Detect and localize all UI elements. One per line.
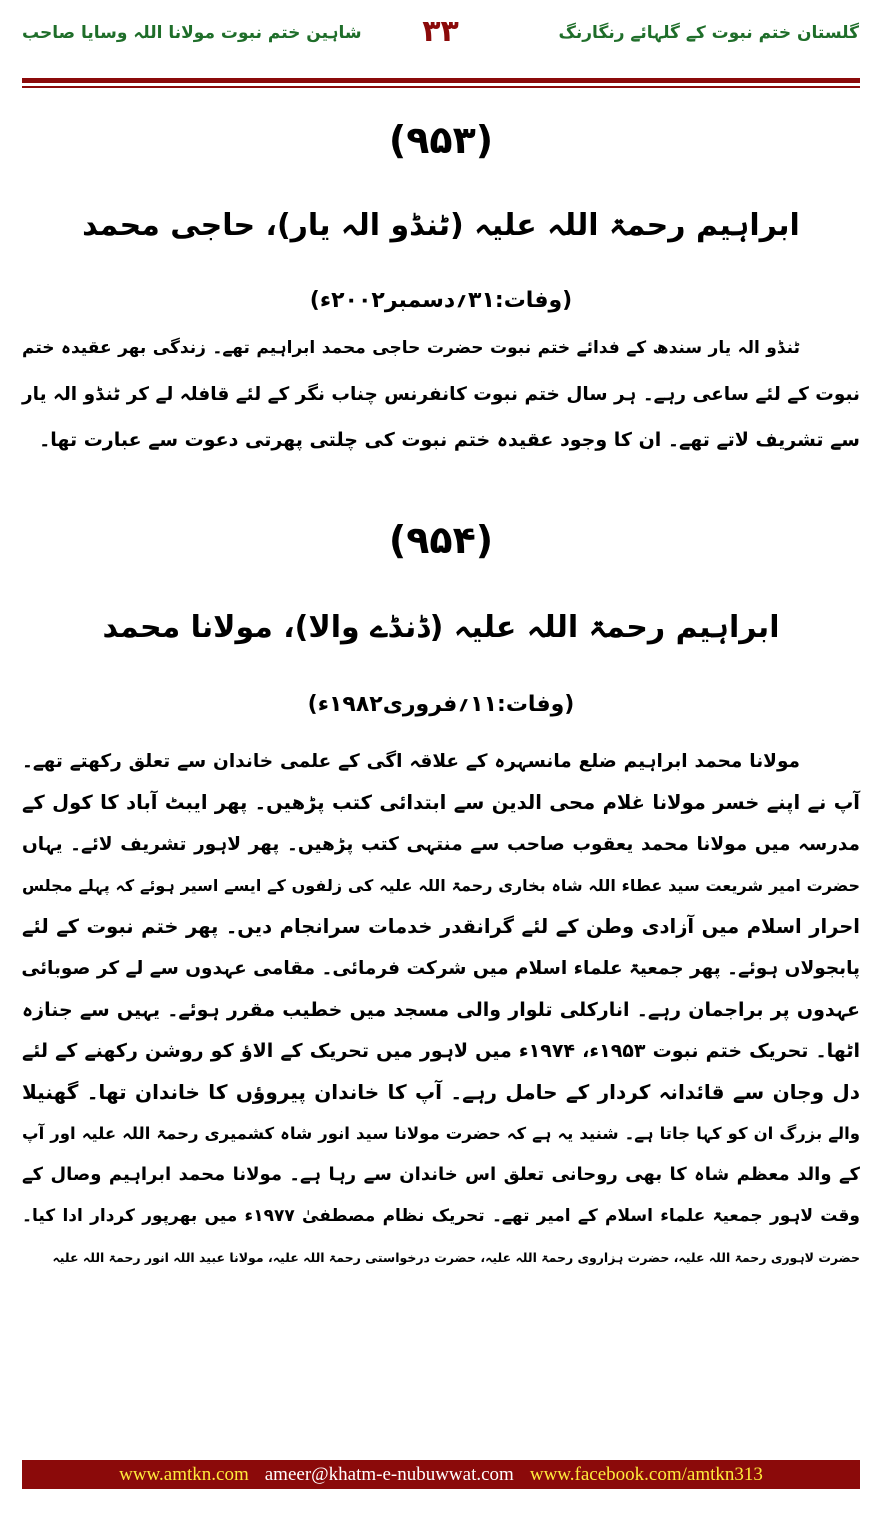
page-number: ۳۳ (422, 14, 459, 49)
body-line: اٹھا۔ تحریک ختم نبوت ۱۹۵۳ء، ۱۹۷۴ء میں لاہور میں تحریک کے الاؤ کو روشن رکھنے کے لئے (22, 1040, 860, 1063)
entry-number: (۹۵۴) (388, 518, 494, 562)
body-line: عہدوں پر براجمان رہے۔ انارکلی تلوار والی مسجد میں خطیب مقرر ہوئے۔ یہیں سے جنازہ (22, 998, 860, 1021)
header-rule-thin (22, 86, 860, 88)
body-line: وقت لاہور جمعیۃ علماء اسلام کے امیر تھے۔ تحریک نظام مصطفیٰ ۱۹۷۷ء میں بھرپور کردار ادا کیا۔ (22, 1206, 860, 1227)
body-line: حضرت امیر شریعت سید عطاء اللہ شاہ بخاری رحمۃ اللہ علیہ کی زلفوں کے ایسے اسیر ہوئے کہ پہلے مجلس (22, 875, 860, 895)
body-line: ٹنڈو الہ یار سندھ کے فدائے ختم نبوت حضرت حاجی محمد ابراہیم تھے۔ زندگی بھر عقیدہ ختم (22, 338, 800, 358)
website-link[interactable]: www.amtkn.com (119, 1463, 249, 1485)
body-line: مدرسہ میں مولانا محمد یعقوب صاحب سے منتہی کتب پڑھیں۔ پھر لاہور تشریف لائے۔ یہاں (22, 833, 860, 855)
entry-title: ابراہیم رحمۃ اللہ علیہ (ڈنڈے والا)، مولانا محمد (102, 610, 780, 645)
entry-title: ابراہیم رحمۃ اللہ علیہ (ٹنڈو الہ یار)، حاجی محمد (82, 208, 800, 243)
header-rule (22, 78, 860, 83)
footer-bar (22, 1460, 860, 1489)
body-line: کے والد معظم شاہ کا بھی روحانی تعلق اس خاندان سے رہا ہے۔ مولانا محمد ابراہیم وصال کے (22, 1164, 860, 1185)
body-line: پابجولاں ہوئے۔ پھر جمعیۃ علماء اسلام میں شرکت فرمائی۔ مقامی عہدوں سے لے کر صوبائی (21, 957, 860, 979)
body-line: آپ نے اپنے خسر مولانا غلام محی الدین سے ابتدائی کتب پڑھیں۔ پھر ایبٹ آباد کا کول کے (22, 791, 860, 815)
author-name: شاہین ختم نبوت مولانا اللہ وسایا صاحب (22, 23, 362, 43)
body-line: والے بزرگ ان کو کہا جاتا ہے۔ شنید یہ ہے کہ حضرت مولانا سید انور شاہ کشمیری رحمۃ اللہ علیہ اور آپ (22, 1123, 860, 1143)
facebook-link[interactable]: www.facebook.com/amtkn313 (529, 1463, 763, 1485)
entry-number: (۹۵۳) (388, 118, 494, 162)
body-line: نبوت کے لئے ساعی رہے۔ ہر سال ختم نبوت کانفرنس چناب نگر کے لئے قافلہ لے کر ٹنڈو الہ یار (22, 384, 860, 405)
book-title: گلستان ختم نبوت کے گلہائے رنگارنگ (558, 23, 859, 43)
email-link[interactable]: ameer@khatm-e-nubuwwat.com (264, 1463, 514, 1485)
body-line: سے تشریف لاتے تھے۔ ان کا وجود عقیدہ ختم نبوت کی چلتی پھرتی دعوت سے عبارت تھا۔ (39, 429, 860, 451)
body-line: احرار اسلام میں آزادی وطن کے لئے گرانقدر خدمات سرانجام دیں۔ پھر ختم نبوت کے لئے (22, 915, 860, 939)
body-line: دل وجان سے قائدانہ کردار کے حامل رہے۔ آپ کا خاندان پیروؤں کا خاندان تھا۔ گھنیلا (22, 1080, 860, 1105)
death-date: (وفات:۳۱؍دسمبر۲۰۰۲ء) (309, 288, 573, 313)
body-line: مولانا محمد ابراہیم ضلع مانسہرہ کے علاقہ اگی کے علمی خاندان سے تعلق رکھتے تھے۔ (22, 751, 800, 772)
body-line: حضرت لاہوری رحمۃ اللہ علیہ، حضرت ہزاروی رحمۃ اللہ علیہ، حضرت درخواستی رحمۃ اللہ علیہ، مولانا عبید اللہ انور رحمۃ اللہ علیہ (52, 1249, 860, 1265)
death-date: (وفات:۱۱؍فروری۱۹۸۲ء) (307, 692, 575, 717)
